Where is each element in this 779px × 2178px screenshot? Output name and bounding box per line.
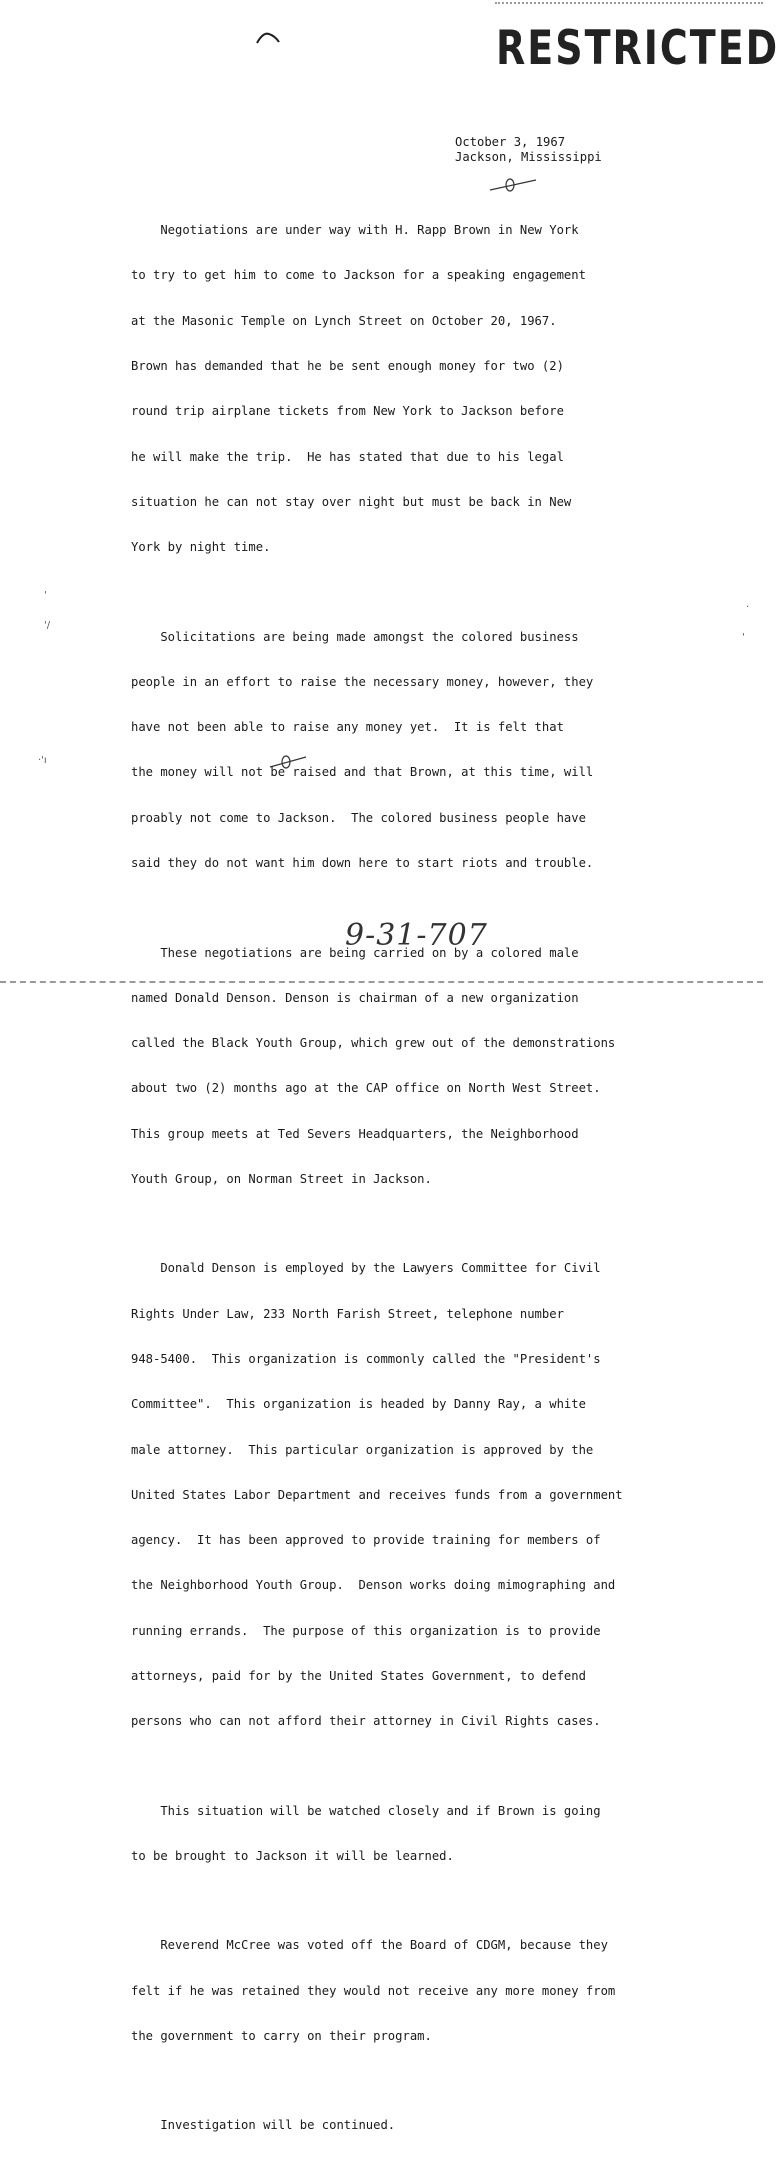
margin-mark: · <box>746 602 750 613</box>
paragraph: Donald Denson is employed by the Lawyers Committee for Civil Rights Under Law, 233 North Farish Street, telephone number 948-5400. This organization is commonly called the "President's Committee". This organization is headed by Danny Ray, a white male attorney. This particular organization is approved by the United States Labor Department and receives funds from a government agency. It has been approved to provide training for members of the Neighborhood Youth Group. Denson works doing mimographing and running errands. The purpose of this organization is to provide attorneys, paid for by the United States Government, to defend persons who can not afford their attorney in Civil Rights cases. <box>131 1261 623 1729</box>
paragraph: Solicitations are being made amongst the colored business people in an effort to raise the necessary money, however, they have not been able to raise any money yet. It is felt that the money will not be raised and that Brown, at this time, will proably not come to Jackson. The colored business people have said they do not want him down here to start riots and trouble. <box>131 629 594 871</box>
restricted-stamp: RESTRICTED <box>496 20 779 75</box>
margin-mark: '/ <box>44 620 51 631</box>
document-body <box>131 193 651 2178</box>
paragraph: This situation will be watched closely and if Brown is going to be brought to Jackson it will be learned. <box>131 1803 601 1863</box>
paragraph: Investigation will be continued. <box>131 2118 396 2133</box>
paragraph: Reverend McCree was voted off the Board of CDGM, because they felt if he was retained they would not receive any more money from the government to carry on their program. <box>131 1938 616 2043</box>
top-dotted-edge <box>495 2 763 4</box>
bottom-dashed-edge <box>0 981 763 983</box>
pen-mark-icon <box>255 30 281 46</box>
margin-mark: ·'ı <box>38 755 47 766</box>
dateline <box>455 135 602 165</box>
location-text: Jackson, Mississippi <box>455 150 602 165</box>
margin-mark: ' <box>44 590 47 601</box>
handwritten-file-number: 9-31-707 <box>345 918 488 953</box>
margin-mark: ' <box>742 632 745 643</box>
redaction-mark-icon <box>488 176 538 194</box>
paragraph: These negotiations are being carried on by a colored male named Donald Denson. Denson is chairman of a new organization called the Black Youth Group, which grew out of the demonstrations about two (2) months ago at the CAP office on North West Street. This group meets at Ted Severs Headquarters, the Neighborhood Youth Group, on Norman Street in Jackson. <box>131 945 616 1186</box>
paragraph: Negotiations are under way with H. Rapp Brown in New York to try to get him to come to Jackson for a speaking engagement at the Masonic Temple on Lynch Street on October 20, 1967. Brown has demanded that he be sent enough money for two (2) round trip airplane tickets from New York to Jackson before he will make the trip. He has stated that due to his legal situation he can not stay over night but must be back in New York by night time. <box>131 223 586 555</box>
date-text: October 3, 1967 <box>455 135 566 149</box>
